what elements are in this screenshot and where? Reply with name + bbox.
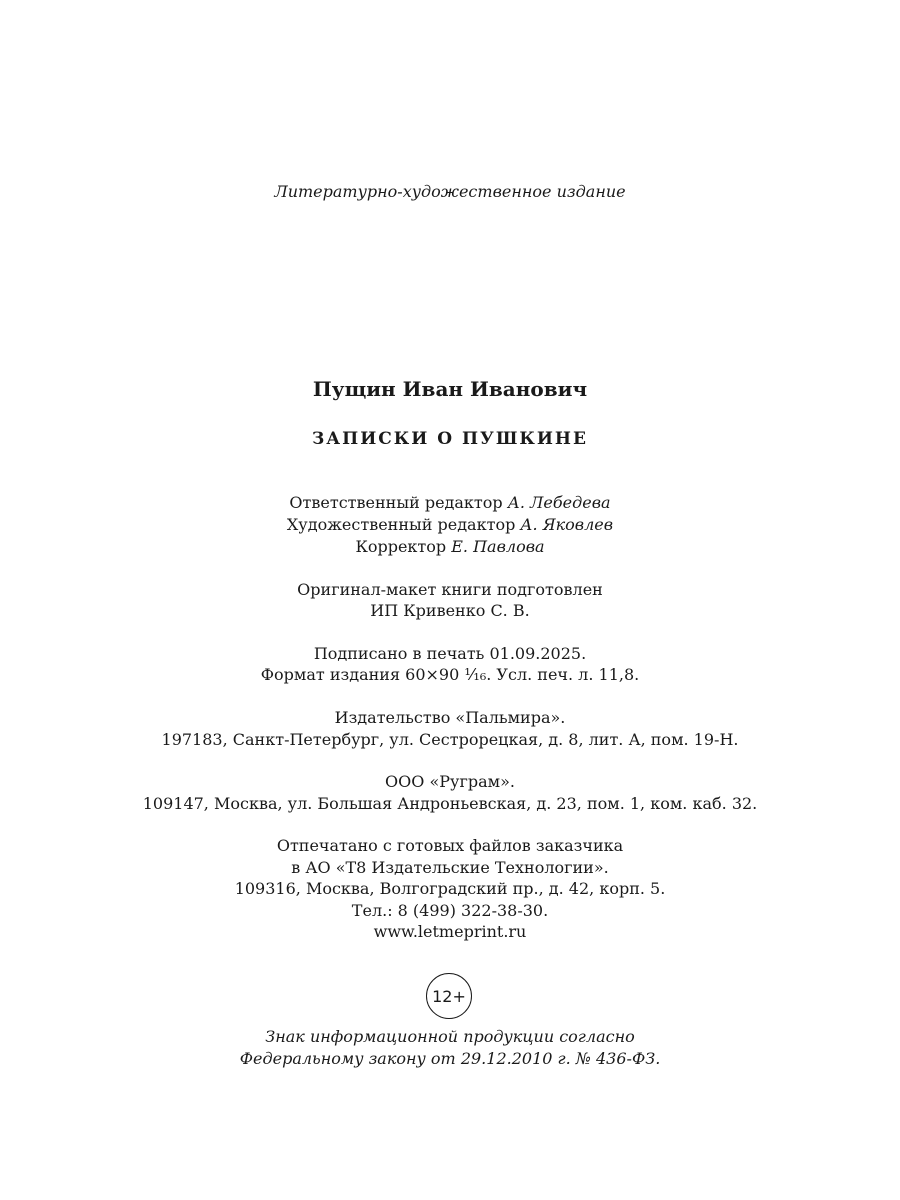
printer-address: 109316, Москва, Волгоградский пр., д. 42, корп. 5. bbox=[234, 879, 666, 898]
staff-name: А. Яковлев bbox=[520, 515, 614, 534]
printer-website: www.letmeprint.ru bbox=[373, 922, 527, 941]
printer-line2: в АО «Т8 Издательские Технологии». bbox=[291, 858, 609, 877]
staff-line-art-editor bbox=[0, 514, 900, 536]
publisher-address: 197183, Санкт-Петербург, ул. Сестрорецкая, д. 8, лит. А, пом. 19-Н. bbox=[161, 730, 739, 749]
staff-role: Корректор bbox=[355, 537, 447, 556]
printer-line1: Отпечатано с готовых файлов заказчика bbox=[276, 836, 624, 855]
book-title: ЗАПИСКИ О ПУШКИНЕ bbox=[312, 429, 588, 449]
signed-date: Подписано в печать 01.09.2025. bbox=[313, 644, 587, 663]
staff-line-editor bbox=[0, 492, 900, 514]
staff-line-proofreader bbox=[0, 536, 900, 558]
publisher-name: Издательство «Пальмира». bbox=[334, 708, 566, 727]
company-name: ООО «Руграм». bbox=[385, 772, 515, 791]
author-name: Пущин Иван Иванович bbox=[312, 377, 588, 401]
layout-prepared-line1: Оригинал-макет книги подготовлен bbox=[297, 580, 603, 599]
staff-name: А. Лебедева bbox=[507, 493, 611, 512]
age-rating-badge: 12+ bbox=[426, 973, 472, 1019]
company-address: 109147, Москва, ул. Большая Андроньевская, д. 23, пом. 1, ком. каб. 32. bbox=[142, 794, 758, 813]
print-format: Формат издания 60×90 ¹⁄₁₆. Усл. печ. л. 11,8. bbox=[260, 665, 640, 684]
genre-label: Литературно-художественное издание bbox=[274, 182, 626, 201]
layout-prepared-line2: ИП Кривенко С. В. bbox=[370, 601, 530, 620]
legal-notice-line2: Федеральному закону от 29.12.2010 г. № 436-ФЗ. bbox=[239, 1049, 661, 1068]
legal-notice-line1: Знак информационной продукции согласно bbox=[265, 1027, 635, 1046]
staff-name: Е. Павлова bbox=[451, 537, 545, 556]
staff-role: Художественный редактор bbox=[286, 515, 516, 534]
staff-role: Ответственный редактор bbox=[289, 493, 503, 512]
printer-phone: Тел.: 8 (499) 322-38-30. bbox=[351, 901, 549, 920]
